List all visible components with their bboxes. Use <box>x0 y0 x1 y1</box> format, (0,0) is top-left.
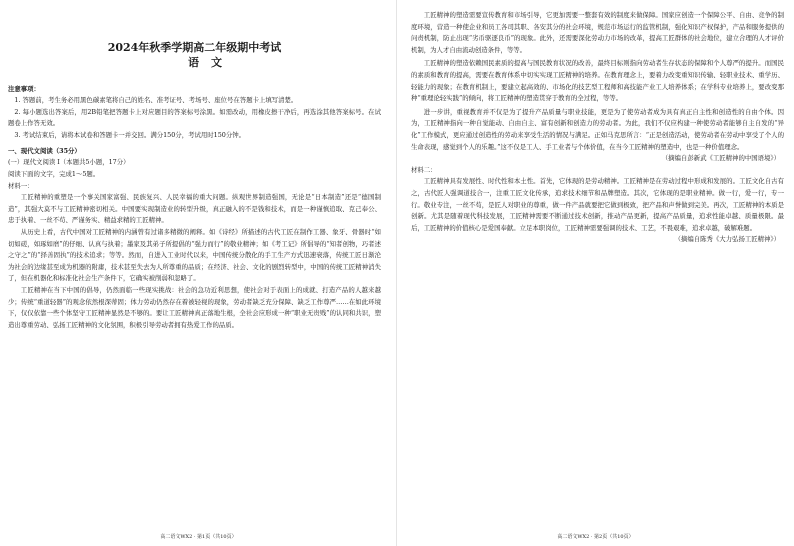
paragraph: 工匠精神的塑造需要宣传教育和市场引导，它更加需要一整套有效的制度来做保障。国家应创造一个保障公平、自由、竞争的制度环境，营造一种使企业和员工各司其职、各安其分的社会环境，规范市场运行的监管机制，强化知识产权保护，产品和服务提供的问责机制，防止出现“劣币驱逐良币”的现象。此外，还需要深化劳动力市场的改革，提高工匠群体的社会地位，建立合理的人才评价机制，为人才自由流动创造条件，等等。 <box>411 11 784 54</box>
paragraph: 进一步讲，重视教育并不仅是为了提升产品质量与职业技能，更是为了使劳动者成为具有真正自主性和创造性的自由个体。因为，工匠精神指向一种自觉能动、自由自主、富有创新和创造力的劳动者。为此，我们不仅应构建一种使劳动者能够自主自发的“异化”工作模式，更应通过创造性的劳动来享受生活的情况与满足。正如马克思所言：“正是创造活动，使劳动者在劳动中享受了个人的生命表现，感觉到个人的乐趣。”这不仅是工人、手工业者与个体价值，在当今工匠精神的塑造中，也是一种价值理念。 <box>411 107 784 151</box>
notes-block <box>8 84 381 141</box>
page-footer: 高二语文WX2 · 第2页（共10页） <box>557 534 634 540</box>
paragraph: 工匠精神的重塑是一个事关国家富强、民族复兴、人民幸福的重大问题。纵观世界制造强国，无论是“日本制造”还是“德国制造”，其强大莫不与工匠精神密切相关。中国要实现制造业的转型升级，真正融入的不是钱和技术，而是一种谨慎追取、克己奉公、忠于执着、一丝不苟、严谨务实、精益求精的工匠精神。 <box>8 193 381 225</box>
paragraph: 工匠精神在当下中国的倡导，仍然面临一些现实挑战：社会的急功近利思想，使社会对于表面上的成就、打造产品的人越来越少；传统“重道轻器”的观念依然根深蒂固；体力劳动仍然存在着被轻视的现象，劳动者缺乏充分保障、缺乏工作尊严……在如此环境下，仅仅依靠一些个体坚守工匠精神显然是不够的。要让工匠精神真正落地生根，全社会应形成一种“职业无贵贱”的认同和共识，塑造出尊重劳动、弘扬工匠精神的文化氛围，积极引导劳动者拥有热爱工作的品质。 <box>8 285 381 329</box>
notes-heading: 注意事项： <box>8 85 40 93</box>
source-citation: （摘编自彭新武《工匠精神的中国语境》） <box>661 154 780 163</box>
page-footer: 高二语文WX2 · 第1页（共10页） <box>160 534 237 540</box>
subject-title: 语文 <box>188 56 234 69</box>
page-right <box>397 0 794 546</box>
note-item: 2. 每小题选出答案后，用2B铅笔把答题卡上对应题目的答案标号涂黑。如需改动，用橡皮擦干净后，再选涂其他答案标号。在试题卷上作答无效。 <box>8 107 381 128</box>
subsection-heading: (一）现代文阅读 I（本题共5小题，17分） <box>8 158 130 167</box>
paragraph: 从历史上看，古代中国对工匠精神的内涵曾有过诸多精微的阐释。如《诗经》所描述的古代工匠在制作工器、象牙、骨器时“如切如磋，如琢如磨”的仔细、认真与执着；墨家及其弟子所提倡的“强力而行”的敬业精神；如《考工记》所倡导的“知者创物，巧者述之守之”的“择善固执”的技术追求；等等。然而，自进入工业时代以来，中国传统分散化的手工生产方式迅速衰落，传统工匠日渐沦为社会的边缘甚至成为机器的附庸，技术甚至失去为人所尊重的品质；在经济、社会、文化的剧烈转型中，中国的传统工匠精神消失了，但在机器化和标准化社会生产条件下，它确实被削弱和忽略了。 <box>8 227 381 283</box>
material-label: 材料二： <box>411 165 437 174</box>
paragraph: 工匠精神的塑造依赖国民素质的提高与国民教育状况的改善，最终目标则指向劳动者生存状态的保障和个人尊严的提升。而国民的素质和教育的提高，需要在教育体系中切实实现工匠精神的培养。在教育理念上，要着力改变重知识传输、轻职业技术、重学历、轻能力的现象；在教育机制上，要建立起高效的、市场化的技艺型工程师和高技能产业工人培养体系；在学科专业培养上，要改变那种“重理论轻实践”的倾向，将工匠精神的塑造贯穿于教育的全过程，等等。 <box>411 59 784 103</box>
note-item: 1. 答题前，考生务必用黑色碳素笔将自己的姓名、准考证号、考场号、座位号在答题卡上填写清楚。 <box>14 96 298 104</box>
paragraph: 工匠精神具有发展性、时代性和本土性。首先，它体现的是劳动精神。工匠精神是在劳动过程中形成和发展的。工匠文化自古有之，古代匠人强调道技合一，注重工匠文化传承，追求技术细节和品牌塑造。其次，它体现的是职业精神。做一行，爱一行，专一行。敬业专注，一丝不苟，是匠人对职业的尊重，做一件产品就要把它做到极致，把产品和声誉做到完美。再次，工匠精神的本质是创新。尤其是随着现代科技发展，工匠精神需要不断通过技术创新，推动产品更新，提高产品质量，追求性能卓越、质量极限。最后，工匠精神的价值核心是爱国奉献。立足本职岗位，工匠精神需要强调的技术、工艺，不畏艰难，追求卓越，破解难题。 <box>411 177 784 232</box>
source-citation: （摘编自陈秀《大力弘扬工匠精神》） <box>674 235 780 244</box>
instruction: 阅读下面的文字，完成1～5题。 <box>8 169 100 178</box>
note-item: 3. 考试结束后，请将本试卷和答题卡一并交回。满分150分，考试用时150分钟。 <box>14 130 246 139</box>
section-heading: 一、现代文阅读（35分） <box>8 147 81 156</box>
exam-title: 2024年秋季学期高二年级期中考试 <box>107 41 282 54</box>
material-label: 材料一： <box>8 181 34 190</box>
